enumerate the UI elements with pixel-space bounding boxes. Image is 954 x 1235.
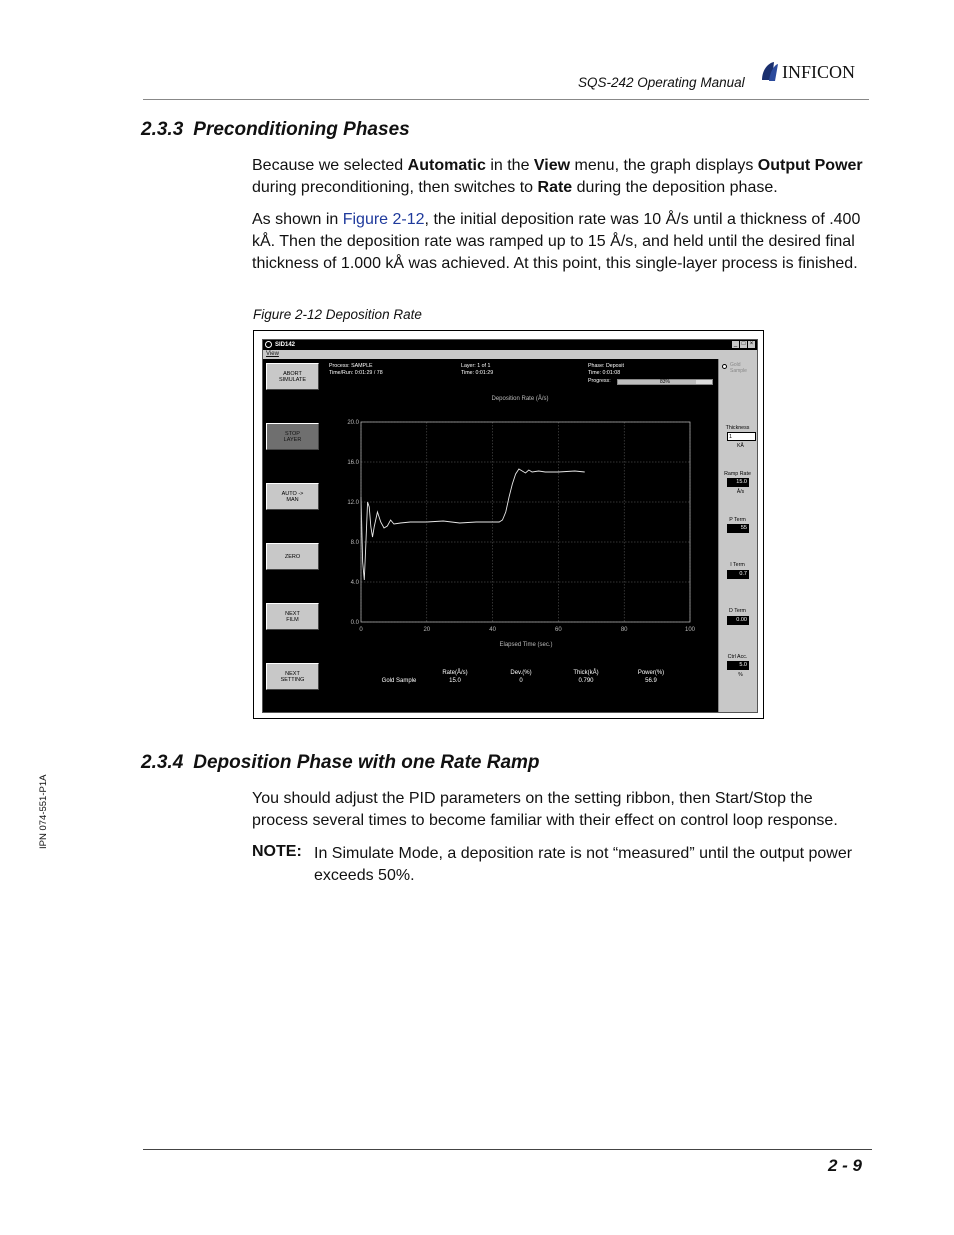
abort-simulate-button[interactable]: ABORT SIMULATE — [266, 363, 319, 390]
readout-power-value: 56.9 — [645, 678, 657, 684]
paragraph-view-menu: Because we selected Automatic in the View menu, the graph displays Output Power during preconditioning, then switches to Rate during the deposition phase. — [252, 157, 863, 196]
i-term-label: I Term — [730, 562, 745, 568]
chart-y-tick-label: 8.0 — [350, 540, 359, 546]
window-titlebar — [263, 340, 757, 350]
chart-x-tick-label: 20 — [423, 627, 431, 633]
window-title: SID142 — [275, 342, 296, 348]
manual-title: SQS-242 Operating Manual — [578, 75, 745, 90]
thickness-input[interactable]: 1 — [727, 432, 756, 441]
section-heading-233 — [141, 119, 410, 141]
section-number: 2.3.3 — [141, 119, 184, 140]
layer-info: Layer: 1 of 1 — [461, 363, 491, 369]
section-number: 2.3.4 — [141, 752, 184, 773]
chart-x-tick-label: 40 — [489, 627, 496, 633]
readout-thick-value: 0.790 — [578, 678, 594, 684]
logo-text: INFICON — [782, 62, 856, 82]
ramp-rate-label: Ramp Rate — [724, 471, 751, 477]
i-term-input[interactable]: 0.7 — [727, 570, 749, 579]
d-term-label: D Term — [729, 608, 746, 614]
next-film-button[interactable]: NEXT FILM — [266, 603, 319, 630]
chart-title: Deposition Rate (Å/s) — [491, 396, 549, 402]
inficon-logo — [760, 60, 872, 84]
zero-button[interactable]: ZERO — [266, 543, 319, 570]
chart-x-tick-label: 0 — [359, 627, 363, 633]
minimize-icon[interactable]: _ — [733, 341, 738, 347]
phase-info: Phase: Deposit — [588, 363, 624, 369]
chart-ticks — [347, 420, 695, 633]
ramp-rate-input[interactable]: 15.0 — [727, 478, 749, 487]
readout-material: Gold Sample — [381, 678, 417, 684]
chart-y-tick-label: 0.0 — [350, 620, 359, 626]
deposition-rate-chart — [324, 359, 718, 712]
layer-time-info: Time: 0:01:29 — [461, 370, 494, 376]
auto-man-button[interactable]: AUTO -> MAN — [266, 483, 319, 510]
note-text: In Simulate Mode, a deposition rate is not “measured” until the output power exceeds 50%. — [314, 845, 853, 884]
ctrl-acc-input[interactable]: 5.0 — [727, 661, 749, 670]
material-radio[interactable] — [722, 364, 727, 369]
paragraph-figure-ref: As shown in Figure 2-12, the initial deposition rate was 10 Å/s until a thickness of .400 kÅ. Then the deposition rate was ramped up to 15 Å/s, and held until the desired final thickness of 1.000 kÅ was achieved. At this point, this single-layer process is finished. — [252, 211, 861, 272]
ctrl-acc-label: Ctrl Acc. — [727, 654, 748, 660]
chart-x-tick-label: 60 — [555, 627, 562, 633]
next-setting-button[interactable]: NEXT SETTING — [266, 663, 319, 690]
phase-time-info: Time: 0:01:08 — [588, 370, 621, 376]
ramp-rate-unit: Å/s — [736, 489, 745, 495]
close-icon[interactable]: × — [749, 341, 754, 347]
document-code: IPN 074-551-P1A — [38, 774, 49, 849]
stop-layer-button[interactable]: STOP LAYER — [266, 423, 319, 450]
chart-y-tick-label: 4.0 — [350, 580, 359, 586]
app-icon — [265, 341, 272, 348]
page-number: 2 - 9 — [828, 1156, 863, 1175]
readout-thick-label: Thick(kÅ) — [573, 670, 599, 676]
maximize-icon[interactable]: □ — [741, 341, 746, 347]
d-term-input[interactable]: 0.00 — [727, 616, 749, 625]
chart-x-tick-label: 100 — [684, 627, 696, 633]
chart-y-tick-label: 16.0 — [347, 460, 359, 466]
chart-x-tick-label: 80 — [620, 627, 628, 633]
section-title: Deposition Phase with one Rate Ramp — [193, 752, 540, 773]
paragraph-pid: You should adjust the PID parameters on the setting ribbon, then Start/Stop the process several times to become familiar with their effect on control loop response. — [252, 790, 838, 829]
time-run-info: Time/Run: 0:01:29 / 78 — [329, 370, 383, 376]
footer-rule — [143, 1149, 872, 1150]
figure-caption: Figure 2-12 Deposition Rate — [253, 307, 422, 322]
p-term-input[interactable]: 55 — [727, 524, 749, 533]
readout-rate-value: 15.0 — [449, 678, 461, 684]
header-rule — [143, 99, 869, 100]
readout-rate-label: Rate(Å/s) — [442, 670, 468, 676]
readout-power-label: Power(%) — [637, 670, 665, 676]
figure-link[interactable]: Figure 2-12 — [342, 211, 425, 228]
chart-y-tick-label: 12.0 — [347, 500, 359, 506]
menu-bar — [263, 350, 757, 359]
menu-view[interactable]: View — [266, 351, 279, 357]
chart-y-tick-label: 20.0 — [347, 420, 359, 426]
chart-series-line — [361, 469, 585, 580]
material-option-label: Gold Sample — [730, 362, 747, 374]
chart-x-label: Elapsed Time (sec.) — [499, 642, 553, 648]
control-button-panel — [263, 359, 324, 712]
readout-dev-label: Dev.(%) — [510, 670, 532, 676]
ctrl-acc-unit: % — [738, 672, 743, 678]
p-term-label: P Term — [729, 517, 746, 523]
section-title: Preconditioning Phases — [193, 119, 410, 140]
process-info: Process: SAMPLE — [329, 363, 373, 369]
progress-label: Progress: — [588, 378, 611, 384]
thickness-unit: KÅ — [737, 443, 744, 449]
progress-value: 83% — [659, 379, 670, 385]
readout-dev-value: 0 — [519, 678, 523, 684]
thickness-label: Thickness — [725, 425, 750, 431]
note-label: NOTE: — [252, 843, 302, 860]
section-heading-234 — [141, 752, 540, 774]
